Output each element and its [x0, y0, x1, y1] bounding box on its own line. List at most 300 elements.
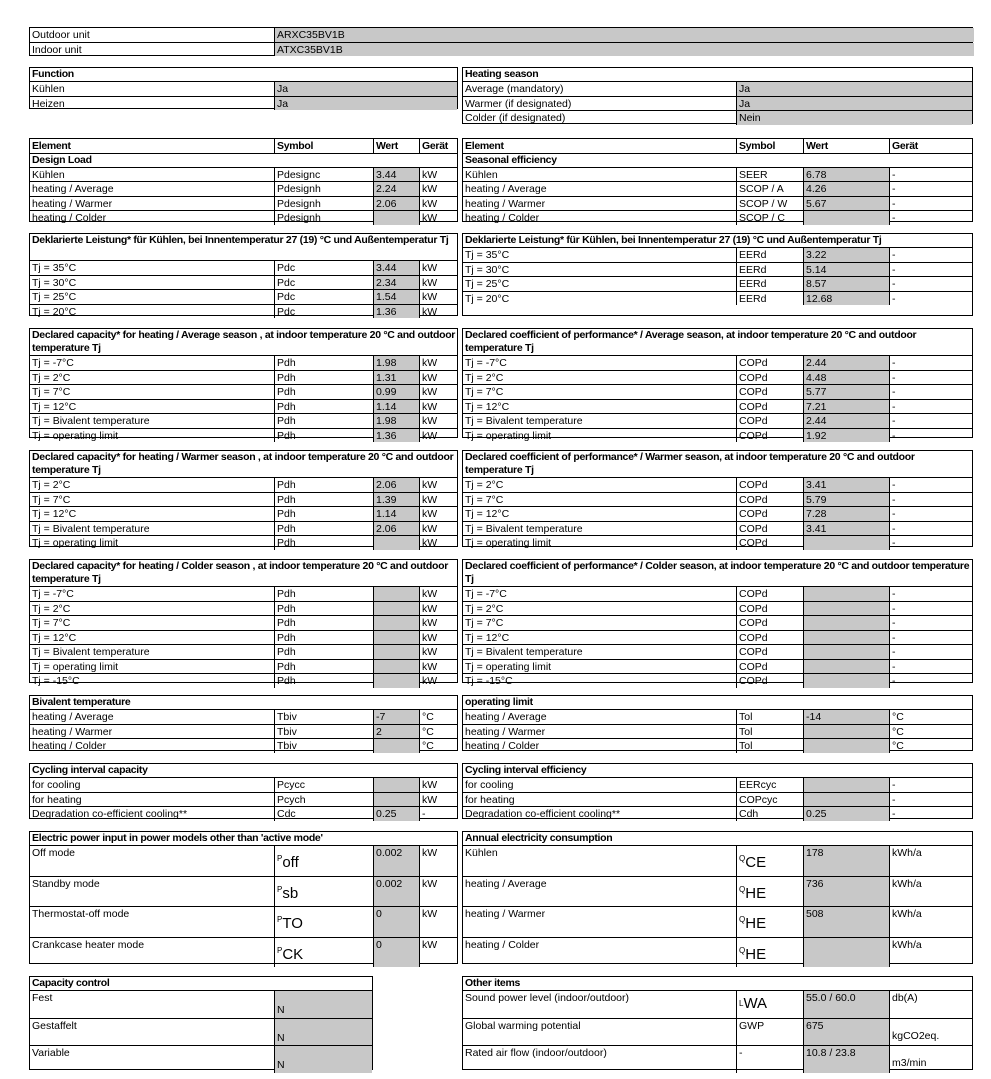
- table-row: [30, 97, 457, 111]
- row-symbol: Pdh: [274, 674, 373, 688]
- table-row: [30, 1019, 372, 1047]
- table-row: [463, 991, 972, 1019]
- table-row: [463, 793, 972, 808]
- row-value: 1.14: [373, 507, 419, 521]
- table-row: [463, 478, 972, 493]
- row-symbol: Pdh: [274, 631, 373, 645]
- table-row: [463, 739, 972, 753]
- row-value: 4.26: [803, 182, 889, 196]
- row-symbol: Pdesignc: [274, 168, 373, 182]
- row-element: Tj = Bivalent temperature: [465, 646, 583, 658]
- table-row: [463, 674, 972, 688]
- row-unit: -: [889, 522, 972, 536]
- row-unit: kW: [419, 631, 457, 645]
- row-value: 2.06: [373, 197, 419, 211]
- row-value: N: [274, 1046, 372, 1073]
- row-symbol: EERcyc: [736, 778, 803, 792]
- row-element: heating / Colder: [32, 212, 107, 224]
- row-symbol: [274, 846, 373, 876]
- table-row: [30, 725, 457, 740]
- row-value: 2: [373, 725, 419, 739]
- row-unit: kW: [419, 536, 457, 550]
- row-element: for cooling: [32, 779, 81, 791]
- row-value: 6.78: [803, 168, 889, 182]
- row-unit: kW: [419, 182, 457, 196]
- row-element: Sound power level (indoor/outdoor): [465, 992, 630, 1004]
- row-element: heating / Colder: [465, 740, 540, 752]
- table-row: [463, 907, 972, 938]
- table-row: [30, 522, 457, 537]
- unit-label: Indoor unit: [32, 43, 82, 56]
- row-value: 5.77: [803, 385, 889, 399]
- row-value: [373, 536, 419, 550]
- row-symbol: Tol: [736, 739, 803, 753]
- row-value: 3.44: [373, 168, 419, 182]
- row-element: Rated air flow (indoor/outdoor): [465, 1047, 607, 1059]
- capacity-control-table: [29, 976, 373, 1070]
- table-row: [30, 400, 457, 415]
- row-value: [373, 616, 419, 630]
- row-value: [373, 211, 419, 225]
- row-element: heating / Warmer: [465, 725, 546, 738]
- row-value: 1.31: [373, 371, 419, 385]
- row-element: Tj = 12°C: [465, 508, 510, 520]
- table-row: [463, 587, 972, 602]
- row-symbol: Pdc: [274, 290, 373, 304]
- row-element: Tj = 35°C: [465, 249, 510, 261]
- symbol-main: -: [739, 1047, 743, 1059]
- row-value: N: [274, 991, 372, 1018]
- row-symbol: COPd: [736, 536, 803, 550]
- row-unit: kW: [419, 674, 457, 688]
- row-element: Tj = operating limit: [32, 429, 119, 442]
- row-symbol: Pdc: [274, 305, 373, 319]
- table-row: [463, 168, 972, 183]
- row-value: 3.41: [803, 478, 889, 492]
- table-row: [30, 536, 457, 550]
- row-symbol: [736, 991, 803, 1018]
- row-value: 2.34: [373, 276, 419, 290]
- row-value: 4.48: [803, 371, 889, 385]
- table-row: [463, 182, 972, 197]
- row-unit: kW: [419, 660, 457, 674]
- row-value: 1.98: [373, 356, 419, 370]
- row-symbol: Pdh: [274, 645, 373, 659]
- row-symbol: Pdesignh: [274, 197, 373, 211]
- table-row: [30, 778, 457, 793]
- row-symbol: COPd: [736, 674, 803, 688]
- table-row: [30, 507, 457, 522]
- symbol-main: sb: [282, 884, 299, 902]
- row-value: [373, 631, 419, 645]
- other-items-table: [462, 976, 973, 1070]
- row-element: Degradation co-efficient cooling**: [32, 808, 188, 820]
- row-element: Tj = -7°C: [465, 588, 507, 600]
- row-symbol: Tbiv: [274, 739, 373, 753]
- bivalent-table-title: Bivalent temperature: [30, 696, 457, 710]
- table-row: [30, 197, 457, 212]
- heat-cold-cop-table: [462, 559, 973, 687]
- row-element: heating / Warmer: [32, 197, 113, 210]
- unit-model-value: ATXC35BV1B: [274, 43, 974, 57]
- row-value: 7.28: [803, 507, 889, 521]
- cool-capacity-table: [29, 233, 458, 316]
- row-element: Tj = 35°C: [32, 262, 77, 274]
- symbol-prefix: Q: [739, 884, 746, 894]
- row-element: Tj = 25°C: [32, 291, 77, 303]
- seasonal-efficiency-table-title: Seasonal efficiency: [463, 154, 972, 168]
- row-symbol: COPd: [736, 414, 803, 428]
- table-row: [30, 793, 457, 808]
- cycling-efficiency-table-title: Cycling interval efficiency: [463, 764, 972, 778]
- operating-limit-table: [462, 695, 973, 751]
- symbol-prefix: Q: [739, 915, 746, 924]
- row-value: 2.06: [373, 522, 419, 536]
- row-element: Tj = 7°C: [465, 386, 504, 398]
- row-value: 5.67: [803, 197, 889, 211]
- row-unit: -: [889, 248, 972, 262]
- symbol-main: HE: [745, 915, 767, 932]
- function-table-title: Function: [30, 68, 457, 82]
- row-value: 736: [803, 877, 889, 907]
- row-unit: -: [889, 778, 972, 792]
- table-row: [30, 602, 457, 617]
- row-value: 0.99: [373, 385, 419, 399]
- table-row: [463, 645, 972, 660]
- row-value: [803, 674, 889, 688]
- row-value: 5.79: [803, 493, 889, 507]
- row-symbol: SCOP / C: [736, 211, 803, 225]
- cool-capacity-table-title: Deklarierte Leistung* für Kühlen, bei Innentemperatur 27 (19) °C und Außentemperatur Tj: [30, 234, 457, 261]
- row-unit: -: [889, 645, 972, 659]
- row-element: Tj = 7°C: [32, 493, 71, 506]
- row-element: Tj = 2°C: [32, 602, 71, 615]
- table-row: [30, 991, 372, 1019]
- table-row: [463, 356, 972, 371]
- row-symbol: EERd: [736, 263, 803, 277]
- design-load-table: [29, 138, 458, 222]
- row-unit: °C: [419, 710, 457, 724]
- annual-consumption-table-title: Annual electricity consumption: [463, 832, 972, 846]
- row-unit: kW: [419, 493, 457, 507]
- table-row: [463, 1046, 972, 1073]
- row-symbol: SCOP / W: [736, 197, 803, 211]
- row-symbol: COPd: [736, 522, 803, 536]
- row-element: Tj = 2°C: [465, 371, 504, 384]
- row-symbol: Tbiv: [274, 725, 373, 739]
- symbol-prefix: L: [739, 999, 744, 1008]
- table-row: [463, 846, 972, 877]
- header-symbol: Symbol: [274, 139, 373, 153]
- row-element: Crankcase heater mode: [32, 938, 145, 951]
- row-element: Tj = -15°C: [465, 675, 513, 687]
- row-value: [373, 660, 419, 674]
- row-label: Heizen: [32, 97, 65, 110]
- row-unit: kW: [419, 400, 457, 414]
- table-row: [463, 807, 972, 821]
- row-value: 0.002: [373, 846, 419, 876]
- row-element: Tj = 12°C: [32, 400, 77, 413]
- row-unit: -: [889, 507, 972, 521]
- header-value: Wert: [803, 139, 889, 153]
- table-row: [30, 907, 457, 938]
- row-symbol: COPd: [736, 400, 803, 414]
- row-element: Tj = 2°C: [465, 479, 504, 491]
- row-element: Tj = Bivalent temperature: [32, 646, 150, 658]
- row-value: 1.36: [373, 305, 419, 319]
- row-value: [373, 674, 419, 688]
- row-unit: m3/min: [889, 1046, 972, 1073]
- row-symbol: Tol: [736, 710, 803, 724]
- table-row: [30, 276, 457, 291]
- symbol-prefix: P: [277, 884, 283, 894]
- column-header-row: [463, 139, 972, 154]
- table-row: [30, 645, 457, 660]
- table-row: [30, 305, 457, 319]
- heat-avg-cop-table-title: Declared coefficient of performance* / Average season, at indoor temperature 20 °C and outdoor temperature Tj: [463, 329, 972, 356]
- row-value: 0: [373, 907, 419, 937]
- row-value: Ja: [736, 97, 972, 111]
- row-unit: kW: [419, 616, 457, 630]
- table-row: [30, 616, 457, 631]
- row-element: Tj = -7°C: [32, 588, 74, 600]
- heat-cold-capacity-table-title: Declared capacity* for heating / Colder season , at indoor temperature 20 °C and outdoor temperature Tj: [30, 560, 457, 587]
- row-unit: -: [889, 631, 972, 645]
- row-value: 0.25: [373, 807, 419, 821]
- row-unit: kW: [419, 877, 457, 907]
- table-row: [30, 385, 457, 400]
- symbol-main: off: [282, 854, 299, 871]
- table-row: [463, 371, 972, 386]
- row-symbol: [736, 1019, 803, 1046]
- row-label: Gestaffelt: [32, 1019, 77, 1032]
- heat-warm-capacity-table-title: Declared capacity* for heating / Warmer season , at indoor temperature 20 °C and outdoor temperature Tj: [30, 451, 457, 478]
- unit-label: Outdoor unit: [32, 29, 90, 41]
- table-row: [30, 478, 457, 493]
- table-row: [30, 877, 457, 908]
- table-row: [30, 182, 457, 197]
- heat-warm-cop-table: [462, 450, 973, 547]
- table-row: [30, 211, 457, 225]
- table-row: [463, 400, 972, 415]
- row-unit: -: [889, 356, 972, 370]
- row-value: 3.44: [373, 261, 419, 275]
- row-symbol: COPd: [736, 507, 803, 521]
- symbol-main: CE: [745, 854, 767, 871]
- symbol-main: GWP: [739, 1019, 765, 1032]
- row-unit: -: [889, 371, 972, 385]
- heat-avg-capacity-table-title: Declared capacity* for heating / Average season , at indoor temperature 20 °C and outdoor temperature Tj: [32, 329, 456, 354]
- row-unit: °C: [889, 739, 972, 753]
- indoor-unit-row: [30, 43, 972, 57]
- row-symbol: COPcyc: [736, 793, 803, 807]
- row-unit: kW: [419, 305, 457, 319]
- column-header-row: [30, 139, 457, 154]
- row-value: 508: [803, 907, 889, 937]
- row-unit: °C: [889, 725, 972, 739]
- table-row: [463, 385, 972, 400]
- row-symbol: COPd: [736, 616, 803, 630]
- table-row: [463, 507, 972, 522]
- row-unit: kW: [419, 197, 457, 211]
- row-unit: kW: [419, 907, 457, 937]
- row-unit: kWh/a: [889, 877, 972, 907]
- heating-season-table: [462, 67, 973, 124]
- row-unit: kgCO2eq.: [889, 1019, 972, 1046]
- table-row: [30, 261, 457, 276]
- row-unit: kW: [419, 290, 457, 304]
- row-value: [373, 602, 419, 616]
- row-element: Tj = Bivalent temperature: [32, 415, 150, 427]
- row-element: heating / Colder: [465, 938, 540, 951]
- row-element: heating / Average: [465, 877, 547, 890]
- row-element: heating / Average: [32, 183, 114, 195]
- row-element: heating / Colder: [32, 740, 107, 752]
- row-label: Colder (if designated): [465, 112, 566, 124]
- row-value: Ja: [274, 82, 457, 96]
- row-symbol: Pdh: [274, 507, 373, 521]
- header-symbol: Symbol: [736, 139, 803, 153]
- row-value: 0.25: [803, 807, 889, 821]
- row-value: -14: [803, 710, 889, 724]
- table-row: [463, 82, 972, 97]
- row-symbol: SEER: [736, 168, 803, 182]
- row-value: 5.14: [803, 263, 889, 277]
- table-row: [30, 356, 457, 371]
- row-element: Tj = 25°C: [465, 278, 510, 290]
- row-label: Average (mandatory): [465, 83, 564, 95]
- table-row: [30, 807, 457, 821]
- row-symbol: [736, 938, 803, 968]
- header-value: Wert: [373, 139, 419, 153]
- row-unit: -: [889, 263, 972, 277]
- row-element: Thermostat-off mode: [32, 908, 130, 920]
- row-element: Tj = -7°C: [465, 357, 507, 369]
- row-element: Tj = 2°C: [32, 371, 71, 384]
- table-row: [30, 631, 457, 646]
- row-symbol: COPd: [736, 587, 803, 601]
- row-unit: -: [889, 478, 972, 492]
- row-unit: °C: [889, 710, 972, 724]
- table-row: [463, 111, 972, 125]
- row-symbol: Pdh: [274, 429, 373, 443]
- table-row: [30, 493, 457, 508]
- row-element: heating / Warmer: [32, 725, 113, 738]
- row-value: 10.8 / 23.8: [803, 1046, 889, 1073]
- row-value: [803, 645, 889, 659]
- cool-eer-table-title: Deklarierte Leistung* für Kühlen, bei Innentemperatur 27 (19) °C und Außentemperatur Tj: [463, 234, 972, 248]
- row-value: Ja: [274, 97, 457, 111]
- row-unit: -: [889, 211, 972, 225]
- row-unit: -: [889, 602, 972, 616]
- row-value: [373, 645, 419, 659]
- row-unit: -: [889, 536, 972, 550]
- row-symbol: Pdh: [274, 660, 373, 674]
- table-row: [463, 263, 972, 278]
- row-unit: -: [889, 182, 972, 196]
- row-unit: -: [889, 197, 972, 211]
- row-element: Tj = 12°C: [32, 631, 77, 644]
- row-symbol: Pdh: [274, 493, 373, 507]
- row-symbol: COPd: [736, 429, 803, 443]
- symbol-prefix: Q: [739, 854, 746, 863]
- row-symbol: [736, 846, 803, 876]
- heat-avg-cop-table: [462, 328, 973, 442]
- row-symbol: Pdesignh: [274, 211, 373, 225]
- row-unit: kW: [419, 846, 457, 876]
- operating-limit-table-title: operating limit: [463, 696, 972, 710]
- row-value: 3.22: [803, 248, 889, 262]
- table-row: [463, 616, 972, 631]
- row-value: [373, 778, 419, 792]
- row-unit: -: [889, 587, 972, 601]
- table-row: [463, 197, 972, 212]
- table-row: [463, 710, 972, 725]
- row-element: Kühlen: [465, 168, 498, 181]
- power-input-table-title: Electric power input in power models other than 'active mode': [30, 832, 457, 846]
- table-row: [463, 725, 972, 740]
- row-symbol: Pdh: [274, 414, 373, 428]
- table-row: [30, 168, 457, 183]
- table-row: [463, 660, 972, 675]
- heat-warm-cop-table-title: Declared coefficient of performance* / Warmer season, at indoor temperature 20 °C and outdoor temperature Tj: [463, 451, 972, 478]
- row-unit: kWh/a: [889, 846, 972, 876]
- row-unit: kW: [419, 602, 457, 616]
- row-value: 675: [803, 1019, 889, 1046]
- row-symbol: [274, 938, 373, 968]
- row-element: for heating: [32, 793, 82, 806]
- row-symbol: Tol: [736, 725, 803, 739]
- row-unit: kW: [419, 371, 457, 385]
- table-row: [463, 536, 972, 550]
- symbol-main: HE: [745, 945, 767, 963]
- symbol-main: TO: [282, 915, 303, 932]
- row-symbol: Pdh: [274, 400, 373, 414]
- power-input-table: [29, 831, 458, 964]
- row-element: for cooling: [465, 779, 514, 791]
- row-value: Nein: [736, 111, 972, 125]
- table-row: [30, 290, 457, 305]
- table-row: [463, 277, 972, 292]
- row-value: [803, 211, 889, 225]
- row-unit: -: [889, 807, 972, 821]
- row-unit: kW: [419, 168, 457, 182]
- table-row: [30, 938, 457, 968]
- symbol-prefix: P: [277, 915, 283, 924]
- row-symbol: Pcycc: [274, 778, 373, 792]
- row-value: 2.06: [373, 478, 419, 492]
- table-row: [463, 631, 972, 646]
- row-element: Tj = 20°C: [465, 292, 510, 305]
- row-symbol: [274, 877, 373, 907]
- row-value: 2.44: [803, 356, 889, 370]
- row-value: 1.98: [373, 414, 419, 428]
- row-unit: -: [889, 429, 972, 443]
- row-symbol: COPd: [736, 602, 803, 616]
- row-element: heating / Warmer: [465, 197, 546, 210]
- row-element: Degradation co-efficient cooling**: [465, 808, 621, 820]
- row-symbol: Cdh: [736, 807, 803, 821]
- symbol-main: CK: [282, 945, 304, 963]
- row-element: Tj = 12°C: [465, 631, 510, 644]
- row-value: [803, 631, 889, 645]
- row-element: Standby mode: [32, 877, 100, 890]
- row-symbol: SCOP / A: [736, 182, 803, 196]
- row-value: [803, 616, 889, 630]
- row-value: 2.44: [803, 414, 889, 428]
- row-value: 3.41: [803, 522, 889, 536]
- row-symbol: Pdh: [274, 587, 373, 601]
